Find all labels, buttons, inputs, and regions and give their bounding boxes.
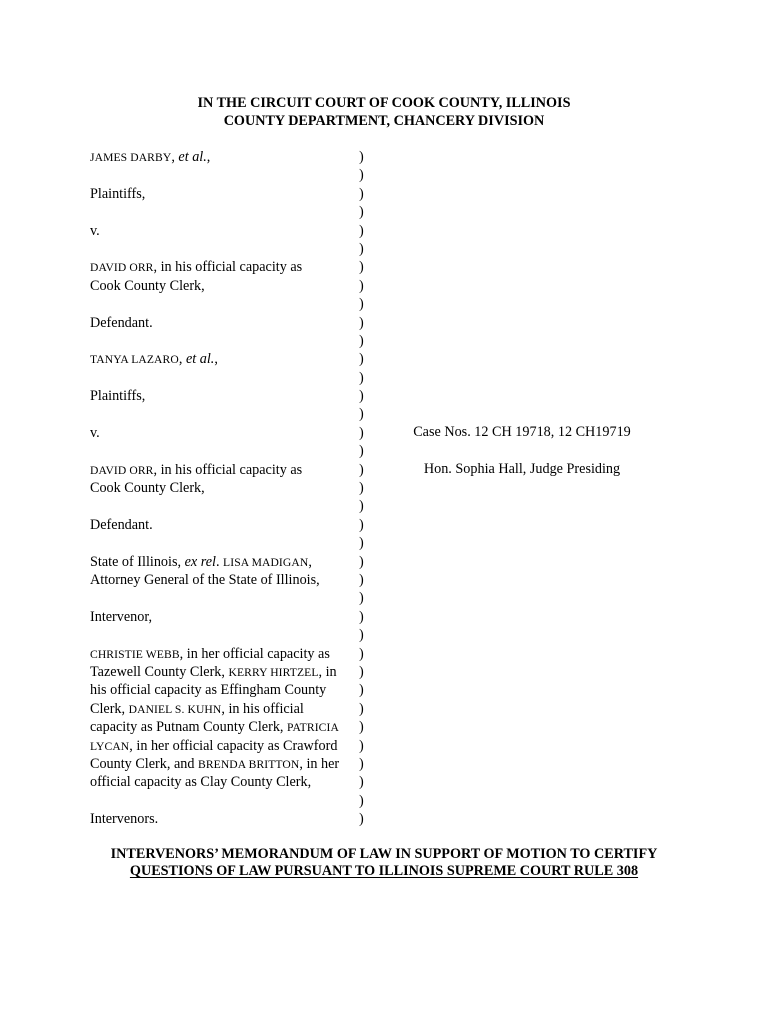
caption-paren: ) bbox=[359, 700, 364, 717]
caption-paren: ) bbox=[359, 792, 364, 809]
caption-text: Intervenors. bbox=[90, 811, 159, 828]
caption-line bbox=[90, 589, 362, 607]
caption-paren: ) bbox=[359, 424, 364, 441]
caption-paren: ) bbox=[359, 608, 364, 625]
caption-line bbox=[90, 516, 362, 534]
caption-text: his official capacity as Effingham County bbox=[90, 682, 327, 699]
caption-paren: ) bbox=[359, 571, 364, 588]
party-name: DANIEL S. KUHN bbox=[128, 702, 222, 716]
caption-paren: ) bbox=[359, 388, 364, 405]
caption-line bbox=[90, 148, 362, 166]
caption-text: Cook County Clerk, bbox=[90, 480, 205, 497]
caption-line bbox=[90, 571, 362, 589]
caption-text: , in his official capacity as bbox=[153, 259, 303, 276]
caption-text: et al. bbox=[178, 149, 207, 165]
party-name: PATRICIA bbox=[287, 721, 339, 735]
memorandum-title-line-2: QUESTIONS OF LAW PURSUANT TO ILLINOIS SUPREME COURT RULE 308 bbox=[129, 863, 639, 879]
caption-paren: ) bbox=[359, 185, 364, 202]
caption-line bbox=[90, 332, 362, 350]
caption-line bbox=[90, 645, 362, 663]
caption-text: Tazewell County Clerk, bbox=[90, 663, 229, 680]
caption-line bbox=[90, 755, 362, 773]
caption-line bbox=[90, 258, 362, 276]
caption-paren: ) bbox=[359, 480, 364, 497]
party-name: DAVID ORR bbox=[90, 463, 154, 477]
caption-paren: ) bbox=[359, 443, 364, 460]
caption-line bbox=[90, 479, 362, 497]
caption-text: , in his official capacity as bbox=[153, 461, 303, 478]
caption-line bbox=[90, 185, 362, 203]
caption-text: , bbox=[214, 351, 218, 368]
caption-text: Attorney General of the State of Illinois, bbox=[90, 571, 320, 588]
caption-paren-column bbox=[359, 148, 369, 828]
caption-paren: ) bbox=[359, 774, 364, 791]
caption-line bbox=[90, 314, 362, 332]
caption-text: et al. bbox=[185, 351, 215, 368]
caption-line bbox=[90, 166, 362, 184]
caption-paren: ) bbox=[359, 755, 364, 772]
caption-line bbox=[90, 810, 362, 828]
caption-line bbox=[90, 405, 362, 423]
presiding-judge: Hon. Sophia Hall, Judge Presiding bbox=[423, 461, 621, 477]
caption-paren: ) bbox=[359, 516, 364, 533]
caption-paren: ) bbox=[359, 149, 364, 165]
caption-text: Defendant. bbox=[90, 314, 153, 331]
caption-text: , bbox=[308, 553, 312, 570]
caption-text: Defendant. bbox=[90, 516, 153, 533]
caption-line bbox=[90, 461, 362, 479]
caption-paren: ) bbox=[359, 240, 364, 257]
caption-paren: ) bbox=[359, 645, 364, 662]
caption-text: . bbox=[215, 553, 224, 570]
caption-text: Clerk, bbox=[90, 700, 129, 717]
caption-text: State of Illinois, bbox=[90, 553, 185, 570]
caption-paren: ) bbox=[359, 277, 364, 294]
party-name: JAMES DARBY bbox=[90, 151, 172, 164]
caption-text: ex rel bbox=[184, 553, 216, 570]
caption-paren: ) bbox=[359, 737, 364, 754]
caption-line bbox=[90, 626, 362, 644]
caption-text: , in her official capacity as bbox=[179, 645, 330, 662]
caption-text: County Clerk, and bbox=[90, 755, 198, 772]
caption-line bbox=[90, 277, 362, 295]
caption-line bbox=[90, 203, 362, 221]
caption-paren: ) bbox=[359, 627, 364, 644]
caption-paren: ) bbox=[359, 663, 364, 680]
caption-paren: ) bbox=[359, 406, 364, 423]
caption-line bbox=[90, 222, 362, 240]
caption-paren: ) bbox=[359, 811, 364, 828]
caption-text: v. bbox=[90, 222, 100, 239]
caption-text: Cook County Clerk, bbox=[90, 277, 205, 294]
caption-line bbox=[90, 773, 362, 791]
party-name: KERRY HIRTZEL bbox=[228, 665, 319, 679]
caption-paren: ) bbox=[359, 204, 364, 221]
case-caption-parties bbox=[90, 148, 362, 828]
caption-text: official capacity as Clay County Clerk, bbox=[90, 774, 312, 791]
caption-text: capacity as Putnam County Clerk, bbox=[90, 719, 288, 736]
caption-line bbox=[90, 608, 362, 626]
caption-paren: ) bbox=[359, 296, 364, 313]
caption-paren: ) bbox=[359, 167, 364, 184]
party-name: CHRISTIE WEBB bbox=[90, 647, 180, 661]
caption-text: , bbox=[171, 149, 179, 165]
caption-text: , in bbox=[318, 663, 337, 680]
party-name: TANYA LAZARO bbox=[90, 353, 179, 367]
caption-text: , in her bbox=[299, 755, 340, 772]
memorandum-title-line-2-container bbox=[0, 862, 768, 880]
caption-line bbox=[90, 718, 362, 736]
caption-text: , in her official capacity as Crawford bbox=[129, 737, 338, 754]
caption-paren: ) bbox=[359, 498, 364, 515]
case-numbers: Case Nos. 12 CH 19718, 12 CH19719 bbox=[413, 424, 631, 440]
caption-line bbox=[90, 700, 362, 718]
caption-line bbox=[90, 387, 362, 405]
caption-text: , in his official bbox=[221, 700, 304, 717]
caption-text: v. bbox=[90, 424, 100, 441]
caption-text: , bbox=[206, 149, 211, 165]
caption-paren: ) bbox=[359, 461, 364, 478]
caption-line bbox=[90, 553, 362, 571]
caption-paren: ) bbox=[359, 259, 364, 276]
caption-line bbox=[90, 369, 362, 387]
caption-line bbox=[90, 792, 362, 810]
caption-paren: ) bbox=[359, 535, 364, 552]
caption-line bbox=[90, 534, 362, 552]
court-division-heading: COUNTY DEPARTMENT, CHANCERY DIVISION bbox=[223, 113, 545, 129]
caption-line bbox=[90, 737, 362, 755]
party-name: DAVID ORR bbox=[90, 261, 154, 275]
caption-line bbox=[90, 240, 362, 258]
caption-paren: ) bbox=[359, 590, 364, 607]
party-name: LISA MADIGAN bbox=[223, 555, 309, 569]
party-name: LYCAN bbox=[90, 739, 130, 753]
party-name: BRENDA BRITTON bbox=[197, 757, 300, 771]
caption-paren: ) bbox=[359, 222, 364, 239]
caption-text: Intervenor, bbox=[90, 608, 153, 625]
caption-paren: ) bbox=[359, 351, 364, 368]
caption-text: Plaintiffs, bbox=[90, 388, 146, 405]
caption-paren: ) bbox=[359, 553, 364, 570]
caption-text: , bbox=[178, 351, 186, 368]
caption-paren: ) bbox=[359, 369, 364, 386]
memorandum-title-line-1: INTERVENORS’ MEMORANDUM OF LAW IN SUPPORT OF MOTION TO CERTIFY bbox=[110, 846, 658, 862]
caption-line bbox=[90, 350, 362, 368]
caption-paren: ) bbox=[359, 332, 364, 349]
caption-line bbox=[90, 681, 362, 699]
caption-paren: ) bbox=[359, 314, 364, 331]
caption-line bbox=[90, 442, 362, 460]
caption-line bbox=[90, 497, 362, 515]
caption-text: Plaintiffs, bbox=[90, 185, 146, 202]
caption-line bbox=[90, 424, 362, 442]
court-name-heading: IN THE CIRCUIT COURT OF COOK COUNTY, ILLINOIS bbox=[197, 95, 571, 111]
caption-paren: ) bbox=[359, 719, 364, 736]
caption-paren: ) bbox=[359, 682, 364, 699]
caption-line bbox=[90, 295, 362, 313]
caption-line bbox=[90, 663, 362, 681]
